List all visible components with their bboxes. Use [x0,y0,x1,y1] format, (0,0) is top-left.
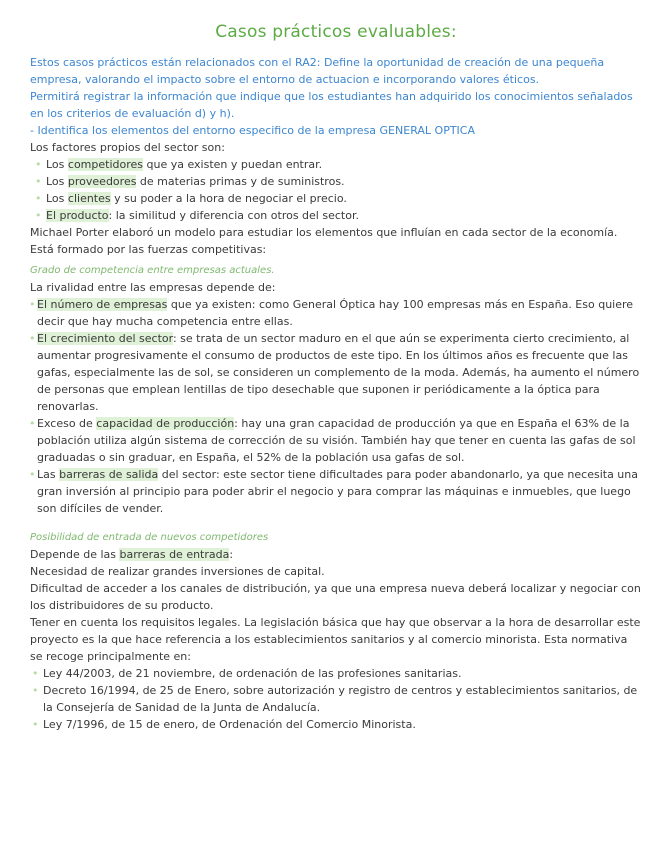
rivalry-intro: La rivalidad entre las empresas depende de: [30,281,276,294]
law-item: • Ley 44/2003, de 21 noviembre, de ordenación de las profesiones sanitarias. [30,665,642,682]
highlight-term: El crecimiento del sector [37,332,173,345]
entry-capital: Necesidad de realizar grandes inversiones de capital. [30,565,325,578]
highlight-term: barreras de entrada [119,548,230,561]
factor-item: • El producto: la similitud y diferencia con otros del sector. [30,207,642,224]
highlight-term: El producto [46,209,109,222]
laws-list [30,665,642,733]
entry-legal: Tener en cuenta los requisitos legales. La legislación básica que hay que observar a la hora de desarrollar este proyecto es la que hace referencia a los establecimientos sanitarios y al comercio minorista. Esta normativa se recoge principalmente en: [30,616,641,663]
entry-subtitle: Posibilidad de entrada de nuevos competidores [30,532,269,543]
highlight-term: competidores [67,158,144,171]
highlight-term: capacidad de producción [96,417,235,430]
rivalry-subtitle: Grado de competencia entre empresas actuales. [30,265,275,276]
law-item: • Ley 7/1996, de 15 de enero, de Ordenación del Comercio Minorista. [30,716,642,733]
highlight-term: El número de empresas [37,298,168,311]
rivalry-item: • Exceso de capacidad de producción: hay una gran capacidad de producción ya que en España el 63% de la población utiliza algún sistema de corrección de su visión. También hay que tener en cuenta las gafas de sol graduadas o sin graduar, en España, el 52% de la población usa gafas de sol. [30,415,642,466]
rivalry-item: • El crecimiento del sector: se trata de un sector maduro en el que aún se experimenta cierto crecimiento, al aumentar progresivamente el consumo de productos de este tipo. En los últimos años es frecuente que las gafas, especialmente las de sol, se consideren un complemento de la moda. Además, ha aumento el número de personas que emplean lentillas de tipo desechable que suponen ir periódicamente a la óptica para renovarlas. [30,330,642,415]
law-item: • Decreto 16/1994, de 25 de Enero, sobre autorización y registro de centros y establecimientos sanitarios, de la Consejería de Sanidad de la Junta de Andalucía. [30,682,642,716]
factor-item: • Los competidores que ya existen y puedan entrar. [30,156,642,173]
factor-item: • Los proveedores de materias primas y de suministros. [30,173,642,190]
rivalry-item: • El número de empresas que ya existen: como General Óptica hay 100 empresas más en España. Eso quiere decir que hay mucha competencia entre ellas. [30,296,642,330]
porter-paragraph: Michael Porter elaboró un modelo para estudiar los elementos que influían en cada sector de la economía. Está formado por las fuerzas competitivas: [30,226,618,256]
rivalry-list [30,296,642,517]
entry-intro: Depende de las barreras de entrada: [30,548,234,561]
highlight-term: barreras de salida [59,468,159,481]
rivalry-item: • Las barreras de salida del sector: este sector tiene dificultades para poder abandonarlo, ya que necesita una gran inversión al principio para poder abrir el negocio y para comprar las máquinas e inmuebles, que luego son difíciles de vender. [30,466,642,517]
entry-distribution: Dificultad de acceder a los canales de distribución, ya que una empresa nueva deberá localizar y negociar con los distribuidores de su producto. [30,582,641,612]
factor-item: • Los clientes y su poder a la hora de negociar el precio. [30,190,642,207]
intro-ra2: Estos casos prácticos están relacionados con el RA2: Define la oportunidad de creación de una pequeña empresa, valorando el impacto sobre el entorno de actuacion e incorporando valores éticos. [30,56,605,86]
factors-list [30,156,642,224]
intro-task: - Identifica los elementos del entorno especifico de la empresa GENERAL OPTICA [30,124,475,137]
highlight-term: proveedores [67,175,137,188]
intro-criteria: Permitirá registrar la información que indique que los estudiantes han adquirido los conocimientos señalados en los criterios de evaluación d) y h). [30,90,633,120]
highlight-term: clientes [67,192,111,205]
factors-heading: Los factores propios del sector son: [30,141,225,154]
page-title: Casos prácticos evaluables: [215,22,457,42]
